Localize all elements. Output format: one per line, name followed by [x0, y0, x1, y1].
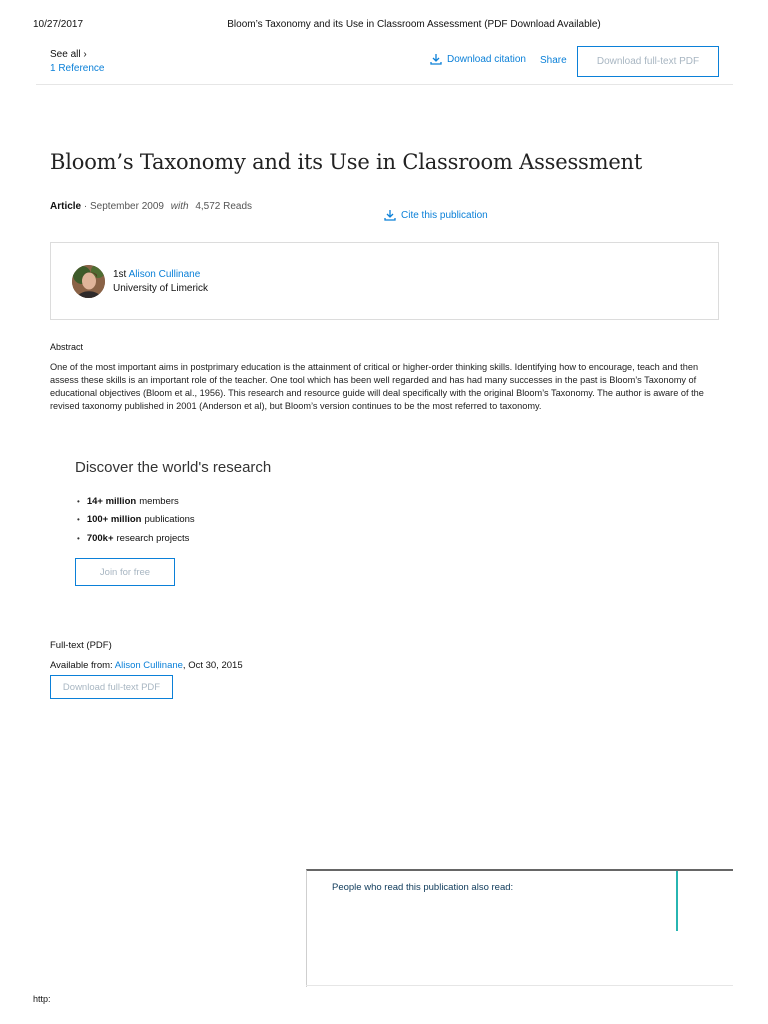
full-text-heading: Full-text (PDF): [50, 640, 112, 651]
abstract-heading: Abstract: [50, 342, 84, 352]
author-line: [113, 269, 200, 280]
author-name-link[interactable]: Alison Cullinane: [128, 269, 201, 280]
discover-heading: Discover the world's research: [75, 459, 272, 476]
available-label: Available from:: [50, 660, 113, 671]
article-meta: [50, 201, 252, 212]
print-date: 10/27/2017: [33, 19, 84, 30]
also-read-heading: People who read this publication also read:: [332, 882, 514, 893]
see-all-link[interactable]: See all ›: [50, 49, 87, 60]
print-page-title: Bloom’s Taxonomy and its Use in Classroom Assessment (PDF Download Available): [227, 19, 601, 30]
cite-publication-link[interactable]: [384, 209, 488, 221]
article-type: Article: [50, 201, 82, 212]
bottom-divider: [306, 985, 733, 986]
download-icon: [384, 209, 396, 221]
download-full-text-pdf-button[interactable]: Download full-text PDF: [50, 675, 173, 699]
full-text-date: , Oct 30, 2015: [182, 660, 243, 671]
author-affiliation: University of Limerick: [113, 283, 209, 294]
join-for-free-button[interactable]: Join for free: [75, 558, 175, 586]
print-footer-url: http:: [33, 994, 51, 1004]
article-reads: 4,572 Reads: [195, 201, 253, 212]
research-stats-list: [77, 492, 195, 548]
article-with: with: [170, 201, 189, 212]
cite-publication-label: Cite this publication: [401, 209, 488, 221]
list-item: • 100+ million publications: [77, 511, 195, 530]
article-title: Bloom’s Taxonomy and its Use in Classroom Assessment: [50, 150, 643, 174]
article-date: · September 2009: [83, 201, 164, 212]
share-link[interactable]: Share: [540, 55, 567, 66]
top-action-bar: [36, 40, 733, 85]
also-read-accent-divider: [676, 871, 678, 931]
download-full-text-button[interactable]: Download full-text PDF: [577, 46, 719, 77]
full-text-author-link[interactable]: Alison Cullinane: [114, 660, 183, 671]
list-item: • 700k+ research projects: [77, 529, 195, 548]
download-citation-label: Download citation: [447, 53, 526, 65]
author-card: [50, 242, 719, 320]
list-item: • 14+ million members: [77, 492, 195, 511]
references-link[interactable]: 1 Reference: [50, 63, 105, 74]
also-read-panel: [306, 869, 733, 987]
download-citation-link[interactable]: [430, 53, 526, 65]
download-icon: [430, 53, 442, 65]
full-text-availability: [50, 660, 243, 671]
author-ordinal: 1st: [113, 269, 127, 280]
abstract-text: One of the most important aims in postprimary education is the attainment of critical or higher-order thinking skills. Identifying how to encourage, teach and then assess these skills is an important role of the teacher. One tool which has been well regarded and has had many successes in the past is Bloom’s Taxonomy of educational objectives (Bloom et al., 1956). This research and resource guide will deal specifically with the original Bloom’s Taxonomy. The author is aware of the revised taxonomy published in 2001 (Anderson et al), but Bloom’s version continues to be the most referred to taxonomy.: [50, 362, 704, 411]
avatar[interactable]: [72, 265, 105, 298]
